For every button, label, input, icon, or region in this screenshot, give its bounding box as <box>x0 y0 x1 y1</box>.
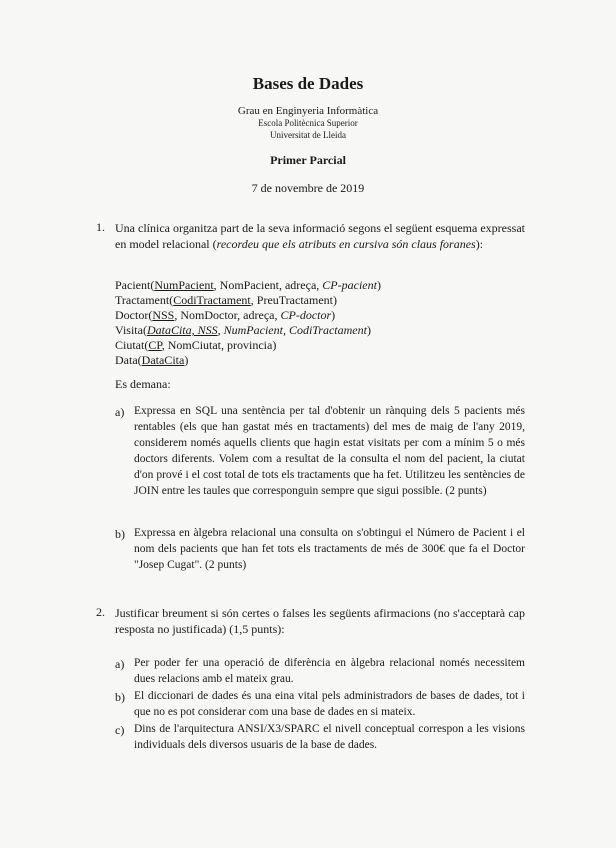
schema-relation-name: Tractament( <box>115 293 174 307</box>
schema-relation-name: Data( <box>115 353 142 367</box>
question-1-intro-text: Una clínica organitza part de la seva informació segons el següent esquema expressat en model relacional ( <box>115 221 525 251</box>
question-1a-label: a) <box>115 405 125 419</box>
schema-attributes: , NomCiutat, provincia) <box>161 338 277 352</box>
schema-separator: , <box>217 323 224 337</box>
schema-ciutat <box>115 338 381 353</box>
schema-close: ) <box>184 353 189 367</box>
schema-primary-key: CodiTractament <box>173 293 251 307</box>
schema-relation-name: Ciutat( <box>115 338 149 352</box>
question-1-intro-note: recordeu que els atributs en cursiva són claus foranes <box>216 237 476 251</box>
degree-name: Grau en Enginyeria Informàtica <box>237 105 379 117</box>
schema-primary-key: DataCita <box>141 353 185 367</box>
schema-pacient <box>115 278 381 293</box>
schema-close: ) <box>366 323 371 337</box>
question-1b-label: b) <box>115 527 125 541</box>
schema-close: ) <box>376 278 381 292</box>
schema-relation-name: Visita( <box>115 323 147 337</box>
document-title: Bases de Dades <box>252 74 364 93</box>
question-2c-label: c) <box>115 723 125 737</box>
schema-doctor <box>115 308 381 323</box>
question-1a-text: Expressa en SQL una sentència per tal d'obtenir un rànquing dels 5 pacients més rentables (els que han gastat més en tractaments) del mes de maig de l'any 2019, considerem només aquells clients que hagin estat visitats per com a mínim 5 o més doctors diferents. Volem com a resultat de la consulta el nom del pacient, la ciutat d'on prové i el cost total de tots els tractaments que ha fet. Utilitzeu les sentències de JOIN entre les taules que corresponguin sempre que sigui possible. (2 punts) <box>134 405 525 497</box>
schema-attributes: , NomPacient, adreça, <box>213 278 323 292</box>
question-1b-text: Expressa en àlgebra relacional una consulta on s'obtingui el Número de Pacient i el nom dels pacients que han fet tots els tractaments de més de 300€ que fa el Doctor "Josep Cugat". (2 punts) <box>134 527 525 571</box>
schema-foreign-key: CP-pacient <box>322 278 377 292</box>
schema-attributes: , NomDoctor, adreça, <box>174 308 281 322</box>
schema-primary-key: NumPacient <box>154 278 214 292</box>
question-1-intro-end: ): <box>475 237 484 251</box>
schema-visita <box>115 323 381 338</box>
question-2c-text: Dins de l'arquitectura ANSI/X3/SPARC el nivell conceptual correspon a les visions individuals dels diversos usuaris de la base de dades. <box>134 723 525 751</box>
question-2b-text: El diccionari de dades és una eina vital pels administradors de bases de dades, tot i que no es pot considerar com una base de dades en si mateix. <box>134 690 525 718</box>
exam-name: Primer Parcial <box>270 153 346 167</box>
question-2a-text: Per poder fer una operació de diferència en àlgebra relacional només necessitem dues relacions amb el mateix grau. <box>134 657 525 685</box>
schema-attributes: , PreuTractament) <box>250 293 337 307</box>
question-1-intro <box>115 220 525 252</box>
schema-primary-key: CP <box>148 338 162 352</box>
es-demana-label: Es demana: <box>115 377 171 391</box>
school-name: Escola Politècnica Superior <box>258 118 358 128</box>
schema-primary-key: NSS <box>152 308 175 322</box>
university-name: Universitat de Lleida <box>270 130 346 140</box>
relational-schema <box>115 278 381 368</box>
question-2b-label: b) <box>115 690 125 704</box>
question-1-number: 1. <box>96 220 105 234</box>
schema-relation-name: Doctor( <box>115 308 153 322</box>
schema-foreign-key: NumPacient, CodiTractament <box>223 323 367 337</box>
schema-relation-name: Pacient( <box>115 278 155 292</box>
schema-foreign-key: CP-doctor <box>280 308 332 322</box>
question-2a-label: a) <box>115 657 125 671</box>
schema-tractament <box>115 293 381 308</box>
schema-close: ) <box>331 308 336 322</box>
schema-primary-key: DataCita, NSS <box>146 323 218 337</box>
exam-date: 7 de novembre de 2019 <box>251 181 365 195</box>
question-2-number: 2. <box>96 605 105 619</box>
schema-data <box>115 353 381 368</box>
question-2-intro: Justificar breument si són certes o falses les següents afirmacions (no s'acceptarà cap resposta no justificada) (1,5 punts): <box>115 606 525 636</box>
